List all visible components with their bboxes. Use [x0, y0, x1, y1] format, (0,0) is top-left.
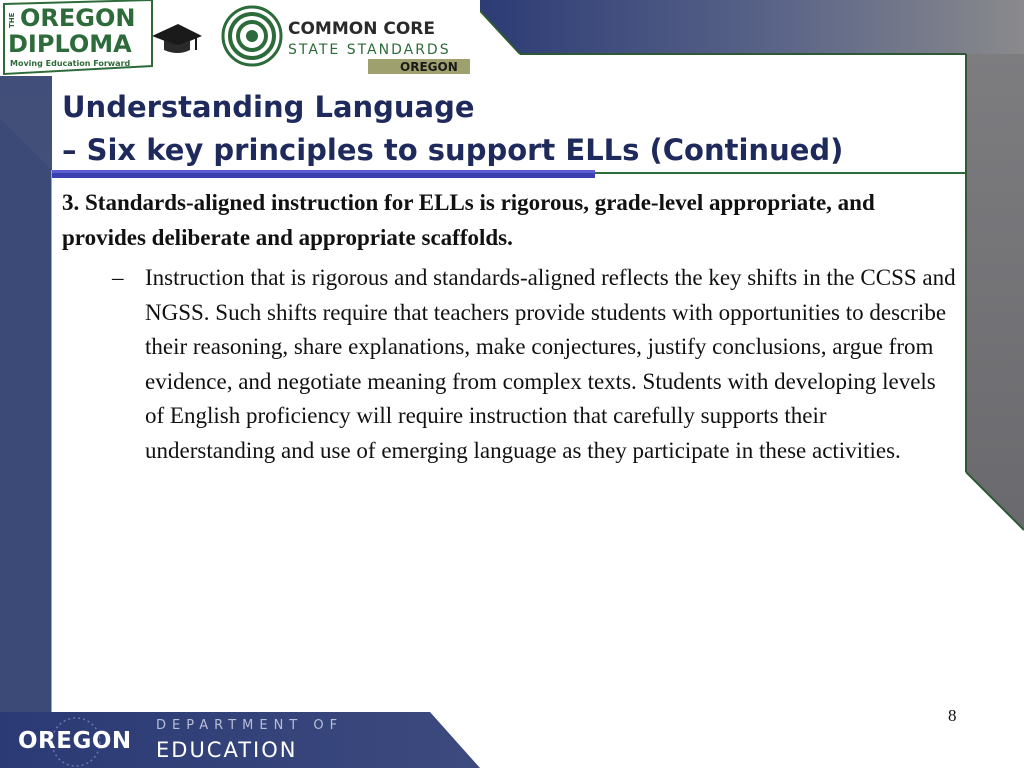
footer-oregon-text: OREGON — [18, 728, 132, 754]
page-number: 8 — [948, 706, 957, 725]
ccss-wordmark — [284, 2, 474, 76]
diploma-oregon-text: OREGON — [20, 4, 136, 32]
ccss-swirl-logo — [220, 2, 284, 70]
diploma-diploma-text: DIPLOMA — [8, 30, 132, 58]
footer-education-text: EDUCATION — [156, 738, 298, 762]
ccss-line1-text: COMMON CORE — [288, 19, 435, 39]
slide-title — [62, 86, 962, 172]
bullet-marker: – — [112, 265, 124, 290]
ccss-line3-text: OREGON — [400, 60, 458, 74]
title-underline — [52, 170, 965, 178]
diploma-the-text: THE — [8, 12, 16, 28]
header-logos — [0, 0, 480, 76]
principle-heading: 3. Standards-aligned instruction for ELLs is rigorous, grade-level appropriate, and provides deliberate and appropriate scaffolds. — [62, 190, 875, 250]
ccss-line2-text: STATE STANDARDS — [288, 42, 451, 58]
footer-department-text: DEPARTMENT OF — [156, 718, 344, 733]
title-line-1: Understanding Language — [62, 90, 475, 124]
bullet-item — [112, 261, 962, 468]
title-line-2: – Six key principles to support ELLs (Continued) — [62, 133, 844, 167]
bullet-text: Instruction that is rigorous and standards-aligned reflects the key shifts in the CCSS and NGSS. Such shifts require that teachers provide students with opportunities to describe their reasoning, share explanations, make conjectures, justify conclusions, argue from evidence, and negotiate meaning from complex texts. Students with developing levels of English proficiency will require instruction that carefully supports their understanding and use of emerging language as they participate in these activities. — [145, 265, 956, 463]
diploma-tagline-text: Moving Education Forward — [10, 59, 131, 68]
graduation-cap-icon — [150, 22, 204, 56]
